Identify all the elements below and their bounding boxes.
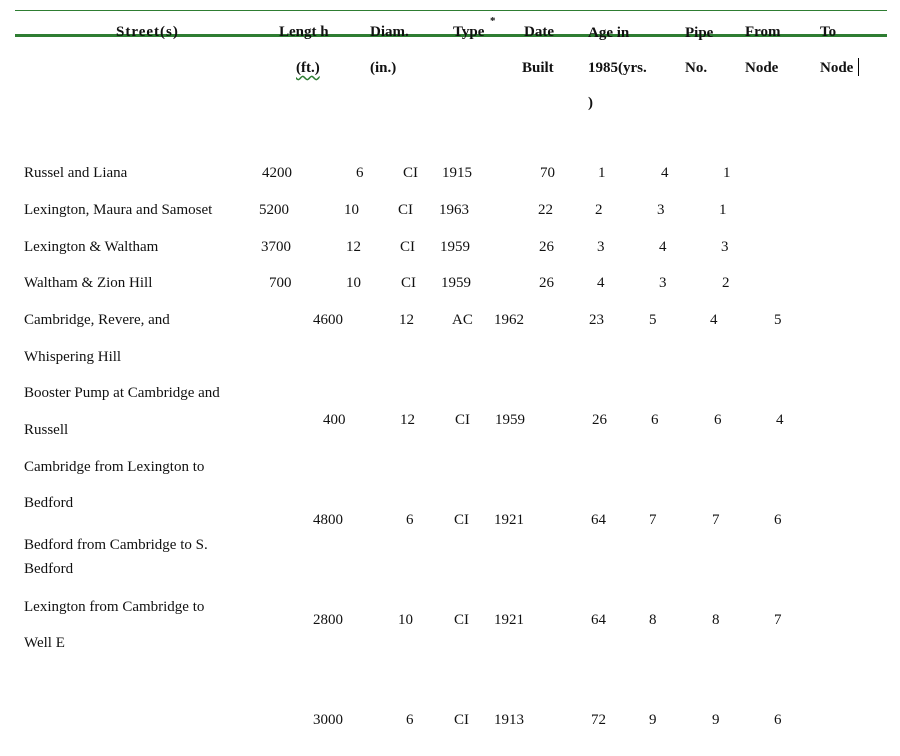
- cell-pipe: 1: [598, 165, 606, 181]
- cell-age: 64: [591, 512, 606, 528]
- text-cursor: [858, 58, 859, 76]
- header-from: From: [745, 24, 781, 40]
- cell-length: 4200: [262, 165, 292, 181]
- cell-from: 6: [714, 412, 722, 428]
- cell-built: 1959: [495, 412, 525, 428]
- cell-age: 26: [539, 239, 554, 255]
- cell-pipe: 9: [649, 712, 657, 728]
- cell-to: 1: [719, 202, 727, 218]
- cell-pipe: 2: [595, 202, 603, 218]
- cell-age: 72: [591, 712, 606, 728]
- cell-street: Cambridge, Revere, and: [24, 312, 170, 328]
- cell-type: AC: [452, 312, 473, 328]
- cell-diam: 12: [346, 239, 361, 255]
- cell-diam: 6: [356, 165, 364, 181]
- cell-to: 6: [774, 712, 782, 728]
- header-type: Type: [453, 24, 485, 40]
- cell-diam: 10: [398, 612, 413, 628]
- cell-street: Russel and Liana: [24, 165, 128, 181]
- cell-diam: 10: [346, 275, 361, 291]
- cell-diam: 12: [399, 312, 414, 328]
- cell-from: 7: [712, 512, 720, 528]
- cell-length: 4600: [313, 312, 343, 328]
- cell-street: Waltham & Zion Hill: [24, 275, 153, 291]
- cell-age: 26: [539, 275, 554, 291]
- cell-from: 4: [661, 165, 669, 181]
- cell-age: 23: [589, 312, 604, 328]
- header-diam-unit: (in.): [370, 60, 397, 76]
- cell-from: 3: [657, 202, 665, 218]
- cell-from: 3: [659, 275, 667, 291]
- cell-type: CI: [455, 412, 470, 428]
- cell-built: 1921: [494, 612, 524, 628]
- cell-from: 9: [712, 712, 720, 728]
- header-date-built: Built: [522, 60, 554, 76]
- header-pipe: Pipe: [685, 25, 714, 41]
- cell-pipe: 7: [649, 512, 657, 528]
- cell-length: 5200: [259, 202, 289, 218]
- header-age-year: 1985(yrs.: [588, 60, 647, 76]
- cell-street: Booster Pump at Cambridge and: [24, 385, 220, 401]
- cell-street: Lexington, Maura and Samoset: [24, 202, 213, 218]
- top-rule: [15, 10, 887, 11]
- cell-diam: 6: [406, 512, 414, 528]
- header-age-paren: ): [588, 95, 593, 111]
- cell-to: 1: [723, 165, 731, 181]
- cell-type: CI: [400, 239, 415, 255]
- cell-to: 3: [721, 239, 729, 255]
- cell-type: CI: [454, 612, 469, 628]
- cell-age: 22: [538, 202, 553, 218]
- header-from-node: Node: [745, 60, 779, 76]
- cell-diam: 10: [344, 202, 359, 218]
- cell-street-cont: Bedford: [24, 495, 74, 511]
- cell-street: Lexington from Cambridge to: [24, 599, 205, 615]
- cell-built: 1963: [439, 202, 469, 218]
- cell-diam: 6: [406, 712, 414, 728]
- header-to: To: [820, 24, 837, 40]
- header-length: Lengt h: [279, 24, 329, 40]
- cell-length: 700: [269, 275, 292, 291]
- cell-to: 6: [774, 512, 782, 528]
- cell-street: Cambridge from Lexington to: [24, 459, 205, 475]
- cell-built: 1962: [494, 312, 524, 328]
- cell-to: 4: [776, 412, 784, 428]
- cell-street-cont: Russell: [24, 422, 69, 438]
- header-age: Age in: [588, 25, 630, 41]
- header-type-asterisk: *: [490, 15, 496, 27]
- cell-to: 5: [774, 312, 782, 328]
- cell-from: 4: [710, 312, 718, 328]
- cell-pipe: 8: [649, 612, 657, 628]
- cell-built: 1959: [440, 239, 470, 255]
- header-diam: Diam.: [370, 24, 409, 40]
- cell-to: 2: [722, 275, 730, 291]
- header-length-unit: (ft.): [296, 60, 320, 76]
- cell-length: 4800: [313, 512, 343, 528]
- header-to-node: Node: [820, 60, 854, 76]
- cell-pipe: 4: [597, 275, 605, 291]
- cell-age: 70: [540, 165, 555, 181]
- cell-age: 26: [592, 412, 607, 428]
- cell-street-cont: Bedford: [24, 561, 74, 577]
- cell-age: 64: [591, 612, 606, 628]
- cell-type: CI: [403, 165, 418, 181]
- cell-pipe: 3: [597, 239, 605, 255]
- header-pipe-no: No.: [685, 60, 708, 76]
- header-street: Street(s): [116, 24, 179, 40]
- cell-length: 400: [323, 412, 346, 428]
- cell-street-cont: Bedford from Cambridge to S.: [24, 537, 208, 553]
- cell-built: 1913: [494, 712, 524, 728]
- header-date: Date: [524, 24, 554, 40]
- cell-length: 3700: [261, 239, 291, 255]
- cell-to: 7: [774, 612, 782, 628]
- cell-type: CI: [401, 275, 416, 291]
- cell-diam: 12: [400, 412, 415, 428]
- cell-street-cont: Well E: [24, 635, 65, 651]
- cell-type: CI: [454, 512, 469, 528]
- cell-type: CI: [454, 712, 469, 728]
- cell-pipe: 6: [651, 412, 659, 428]
- cell-length: 2800: [313, 612, 343, 628]
- cell-from: 8: [712, 612, 720, 628]
- cell-street-cont: Whispering Hill: [24, 349, 122, 365]
- cell-street: Lexington & Waltham: [24, 239, 159, 255]
- cell-length: 3000: [313, 712, 343, 728]
- cell-built: 1959: [441, 275, 471, 291]
- cell-pipe: 5: [649, 312, 657, 328]
- cell-built: 1921: [494, 512, 524, 528]
- cell-built: 1915: [442, 165, 472, 181]
- cell-from: 4: [659, 239, 667, 255]
- cell-type: CI: [398, 202, 413, 218]
